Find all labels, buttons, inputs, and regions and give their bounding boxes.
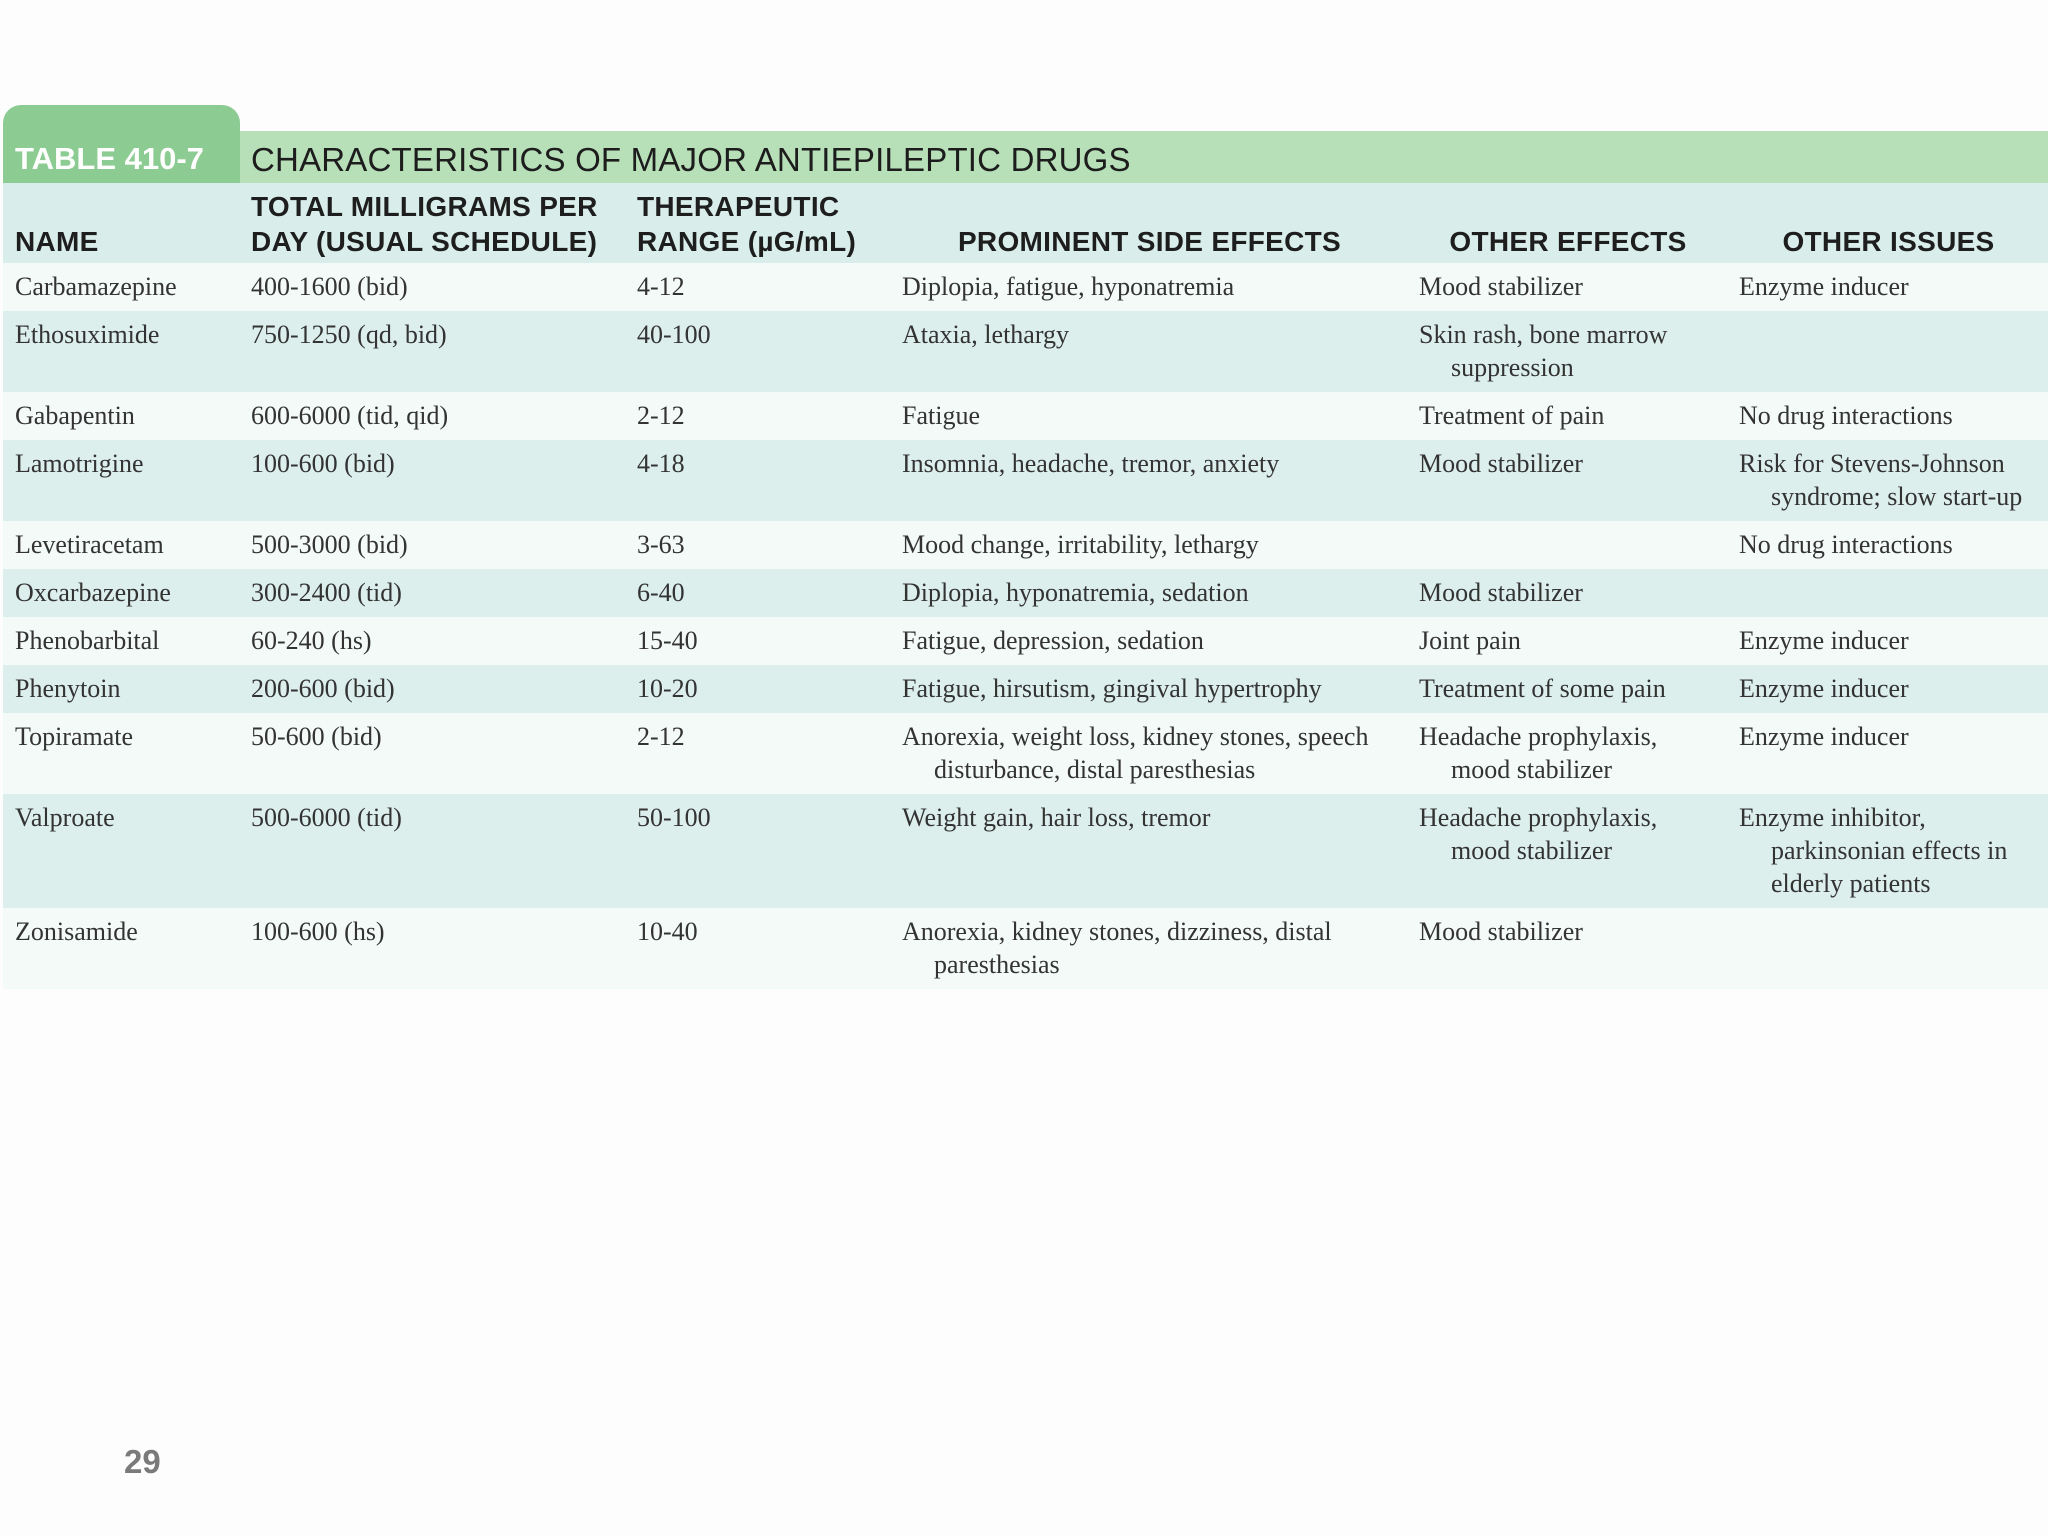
other-effects-cell: Joint pain xyxy=(1419,626,1521,655)
drug-name-cell: Lamotrigine xyxy=(15,449,144,478)
side-effects-cell: Ataxia, lethargy xyxy=(902,320,1070,349)
range-cell: 50-100 xyxy=(637,803,711,832)
range-cell: 15-40 xyxy=(637,626,698,655)
side-effects-cell: Insomnia, headache, tremor, anxiety xyxy=(902,449,1280,478)
other-effects-cell: Treatment of pain xyxy=(1419,401,1605,430)
dose-cell: 100-600 (hs) xyxy=(251,917,385,946)
column-header-therapeutic-range: THERAPEUTIC RANGE (µG/mL) xyxy=(637,191,857,257)
table-row xyxy=(3,311,2048,392)
side-effects-cell: Mood change, irritability, lethargy xyxy=(902,530,1259,559)
other-issues-cell: Risk for Stevens-Johnson syndrome; slow start-up xyxy=(1739,449,2023,511)
page-number: 29 xyxy=(124,1443,161,1480)
drug-name-cell: Phenytoin xyxy=(15,674,121,703)
table-row xyxy=(3,263,2048,311)
table-row xyxy=(3,392,2048,440)
other-effects-cell: Headache prophylaxis, mood stabilizer xyxy=(1419,803,1658,865)
other-effects-cell: Headache prophylaxis, mood stabilizer xyxy=(1419,722,1658,784)
table-title-bar xyxy=(3,105,2048,183)
range-cell: 40-100 xyxy=(637,320,711,349)
other-effects-cell: Mood stabilizer xyxy=(1419,272,1583,301)
range-cell: 2-12 xyxy=(637,722,685,751)
other-issues-cell: Enzyme inhibitor, parkinsonian effects in elderly patients xyxy=(1739,803,2008,898)
side-effects-cell: Weight gain, hair loss, tremor xyxy=(902,803,1211,832)
side-effects-cell: Fatigue, hirsutism, gingival hypertrophy xyxy=(902,674,1322,703)
range-cell: 3-63 xyxy=(637,530,685,559)
column-header-other-effects: OTHER EFFECTS xyxy=(1449,226,1687,257)
antiepileptic-drugs-table xyxy=(3,183,2048,989)
side-effects-cell: Fatigue xyxy=(902,401,980,430)
drug-table-block xyxy=(3,105,2048,989)
other-effects-cell: Mood stabilizer xyxy=(1419,449,1583,478)
drug-name-cell: Phenobarbital xyxy=(15,626,160,655)
column-header-side-effects: PROMINENT SIDE EFFECTS xyxy=(957,226,1342,257)
side-effects-cell: Anorexia, kidney stones, dizziness, distal paresthesias xyxy=(902,917,1332,979)
range-cell: 6-40 xyxy=(637,578,685,607)
other-issues-cell xyxy=(1727,908,2048,989)
dose-cell: 50-600 (bid) xyxy=(251,722,382,751)
range-cell: 10-20 xyxy=(637,674,698,703)
drug-name-cell: Carbamazepine xyxy=(15,272,177,301)
other-issues-cell: No drug interactions xyxy=(1739,530,1953,559)
table-header-row xyxy=(3,183,2048,263)
side-effects-cell: Fatigue, depression, sedation xyxy=(902,626,1204,655)
column-header-total-mg: TOTAL MILLIGRAMS PER DAY (USUAL SCHEDULE) xyxy=(251,191,598,257)
drug-name-cell: Topiramate xyxy=(15,722,134,751)
table-row xyxy=(3,908,2048,989)
other-issues-cell xyxy=(1727,569,2048,617)
table-row xyxy=(3,617,2048,665)
other-issues-cell: Enzyme inducer xyxy=(1739,722,1909,751)
other-effects-cell: Mood stabilizer xyxy=(1419,917,1583,946)
table-row xyxy=(3,665,2048,713)
dose-cell: 500-6000 (tid) xyxy=(251,803,402,832)
range-cell: 2-12 xyxy=(637,401,685,430)
other-effects-cell xyxy=(1407,521,1727,569)
dose-cell: 400-1600 (bid) xyxy=(251,272,408,301)
range-cell: 4-12 xyxy=(637,272,685,301)
other-effects-cell: Skin rash, bone marrow suppression xyxy=(1419,320,1668,382)
drug-name-cell: Valproate xyxy=(15,803,115,832)
drug-name-cell: Oxcarbazepine xyxy=(15,578,171,607)
range-cell: 10-40 xyxy=(637,917,698,946)
dose-cell: 500-3000 (bid) xyxy=(251,530,408,559)
table-row xyxy=(3,713,2048,794)
other-issues-cell: Enzyme inducer xyxy=(1739,272,1909,301)
table-row xyxy=(3,521,2048,569)
drug-name-cell: Gabapentin xyxy=(15,401,135,430)
dose-cell: 100-600 (bid) xyxy=(251,449,395,478)
drug-name-cell: Zonisamide xyxy=(15,917,138,946)
dose-cell: 300-2400 (tid) xyxy=(251,578,402,607)
other-effects-cell: Treatment of some pain xyxy=(1419,674,1666,703)
column-header-name: NAME xyxy=(15,226,99,257)
table-row xyxy=(3,569,2048,617)
side-effects-cell: Diplopia, fatigue, hyponatremia xyxy=(902,272,1235,301)
table-row xyxy=(3,440,2048,521)
other-issues-cell: No drug interactions xyxy=(1739,401,1953,430)
side-effects-cell: Anorexia, weight loss, kidney stones, speech disturbance, distal paresthesias xyxy=(902,722,1369,784)
other-issues-cell: Enzyme inducer xyxy=(1739,674,1909,703)
other-issues-cell xyxy=(1727,311,2048,392)
column-header-other-issues: OTHER ISSUES xyxy=(1782,226,1995,257)
dose-cell: 600-6000 (tid, qid) xyxy=(251,401,449,430)
other-effects-cell: Mood stabilizer xyxy=(1419,578,1583,607)
other-issues-cell: Enzyme inducer xyxy=(1739,626,1909,655)
range-cell: 4-18 xyxy=(637,449,685,478)
table-label: TABLE 410-7 xyxy=(15,141,204,176)
dose-cell: 750-1250 (qd, bid) xyxy=(251,320,447,349)
table-title: CHARACTERISTICS OF MAJOR ANTIEPILEPTIC DRUGS xyxy=(251,141,1131,178)
dose-cell: 200-600 (bid) xyxy=(251,674,395,703)
drug-name-cell: Levetiracetam xyxy=(15,530,164,559)
side-effects-cell: Diplopia, hyponatremia, sedation xyxy=(902,578,1249,607)
dose-cell: 60-240 (hs) xyxy=(251,626,372,655)
table-row xyxy=(3,794,2048,908)
drug-name-cell: Ethosuximide xyxy=(15,320,160,349)
